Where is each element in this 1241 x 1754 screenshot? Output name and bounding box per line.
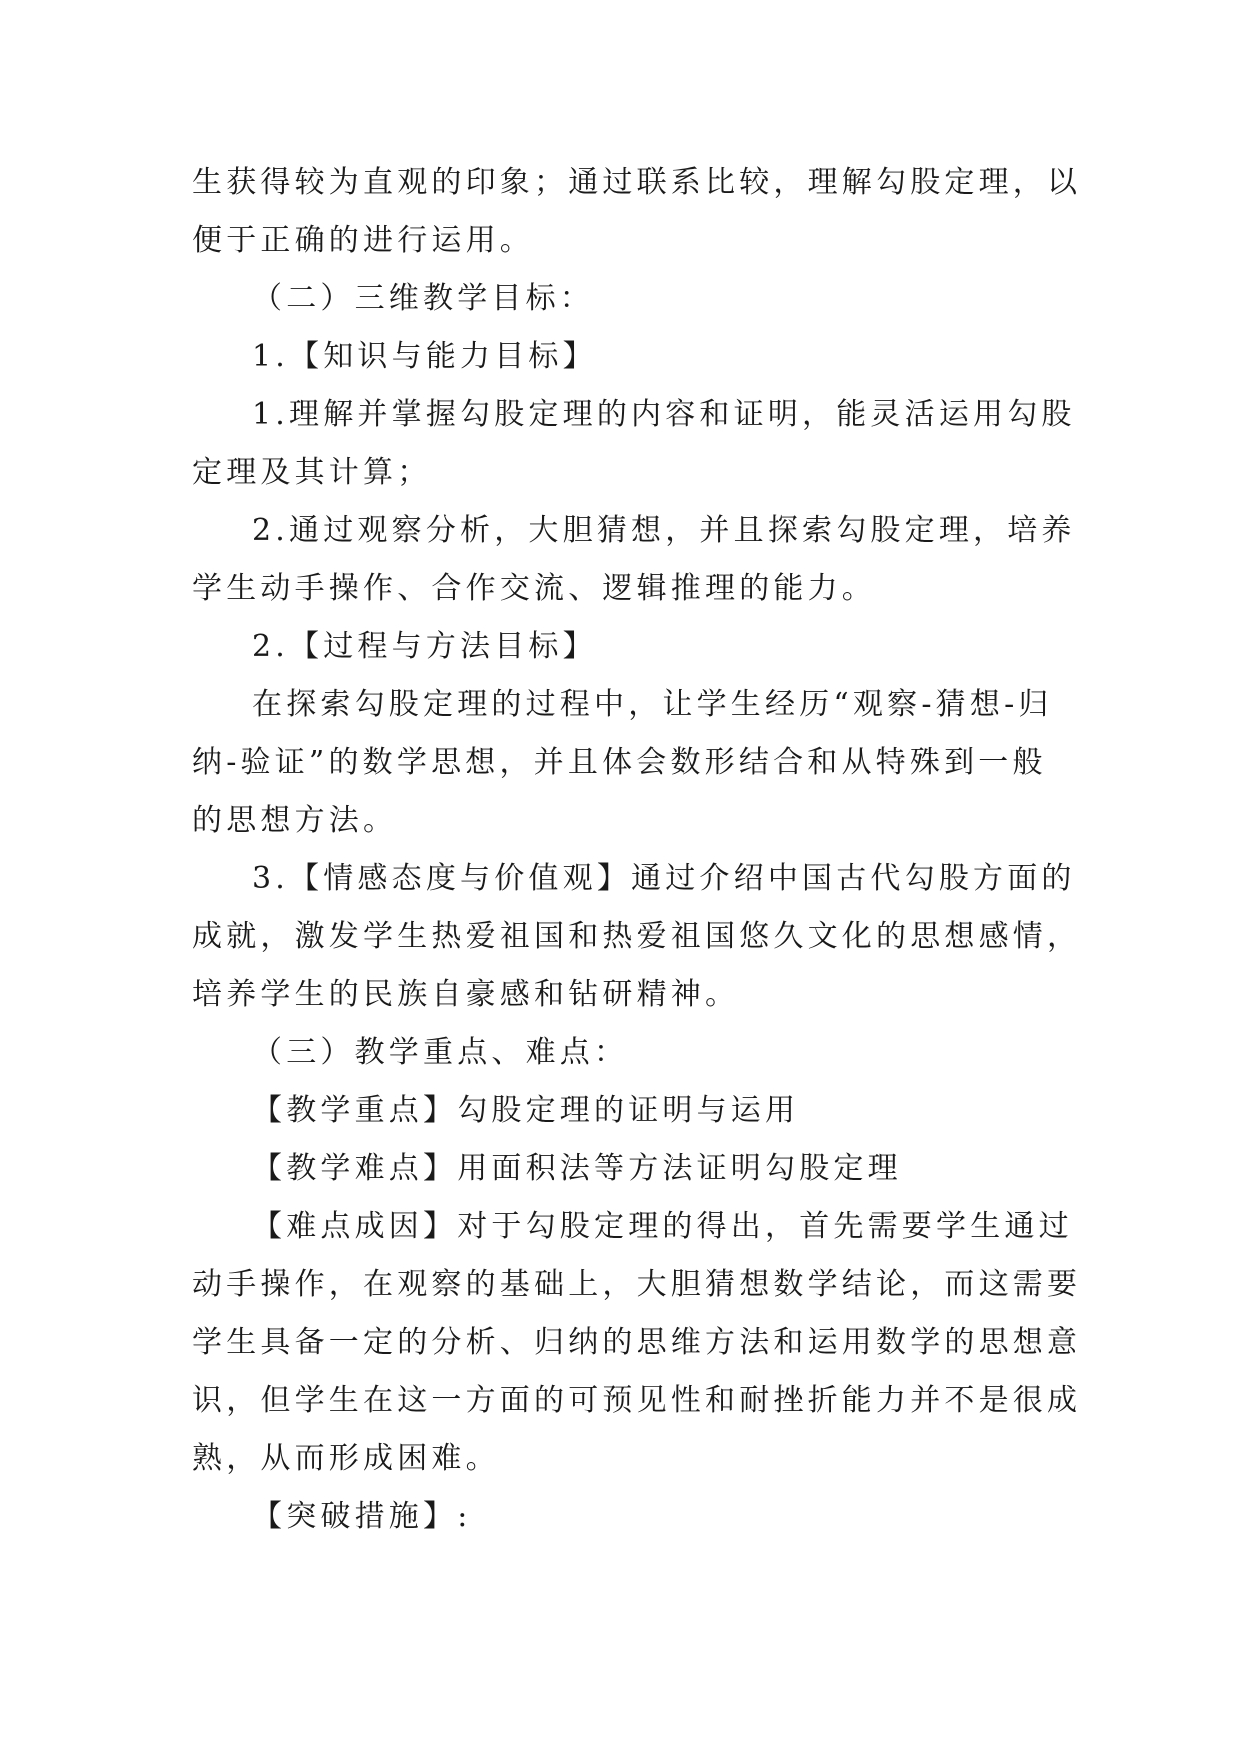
subsection-heading: 【突破措施】: [252, 1499, 472, 1534]
paragraph-line: 定理及其计算； [192, 455, 432, 490]
paragraph-line: 的思想方法。 [192, 803, 398, 838]
paragraph-line: 1.理解并掌握勾股定理的内容和证明，能灵活运用勾股 [252, 397, 1076, 432]
paragraph-line: 动手操作，在观察的基础上，大胆猜想数学结论，而这需要 [192, 1267, 1082, 1302]
key-point-line: 【教学重点】勾股定理的证明与运用 [252, 1093, 800, 1128]
section-heading: （二）三维教学目标： [252, 281, 594, 316]
paragraph-line: 学生动手操作、合作交流、逻辑推理的能力。 [192, 571, 876, 606]
paragraph-line: 成就，激发学生热爱祖国和热爱祖国悠久文化的思想感情， [192, 919, 1082, 954]
section-heading: （三）教学重点、难点： [252, 1035, 629, 1070]
paragraph-line: 在探索勾股定理的过程中，让学生经历“观察-猜想-归 [252, 687, 1053, 722]
paragraph-line: 熟，从而形成困难。 [192, 1441, 500, 1476]
document-body [192, 154, 1082, 1546]
subsection-heading: 3.【情感态度与价值观】通过介绍中国古代勾股方面的 [252, 861, 1076, 896]
paragraph-line: 便于正确的进行运用。 [192, 223, 534, 258]
paragraph-line: 【难点成因】对于勾股定理的得出，首先需要学生通过 [252, 1209, 1073, 1244]
paragraph-line: 学生具备一定的分析、归纳的思维方法和运用数学的思想意 [192, 1325, 1082, 1360]
paragraph-line: 培养学生的民族自豪感和钻研精神。 [192, 977, 740, 1012]
subsection-heading: 1.【知识与能力目标】 [252, 339, 597, 374]
paragraph-line: 纳-验证”的数学思想，并且体会数形结合和从特殊到一般 [192, 745, 1047, 780]
subsection-heading: 2.【过程与方法目标】 [252, 629, 597, 664]
paragraph-line: 识，但学生在这一方面的可预见性和耐挫折能力并不是很成 [192, 1383, 1082, 1418]
paragraph-line: 2.通过观察分析，大胆猜想，并且探索勾股定理，培养 [252, 513, 1076, 548]
paragraph-line: 生获得较为直观的印象；通过联系比较，理解勾股定理，以 [192, 165, 1082, 200]
difficulty-line: 【教学难点】用面积法等方法证明勾股定理 [252, 1151, 902, 1186]
